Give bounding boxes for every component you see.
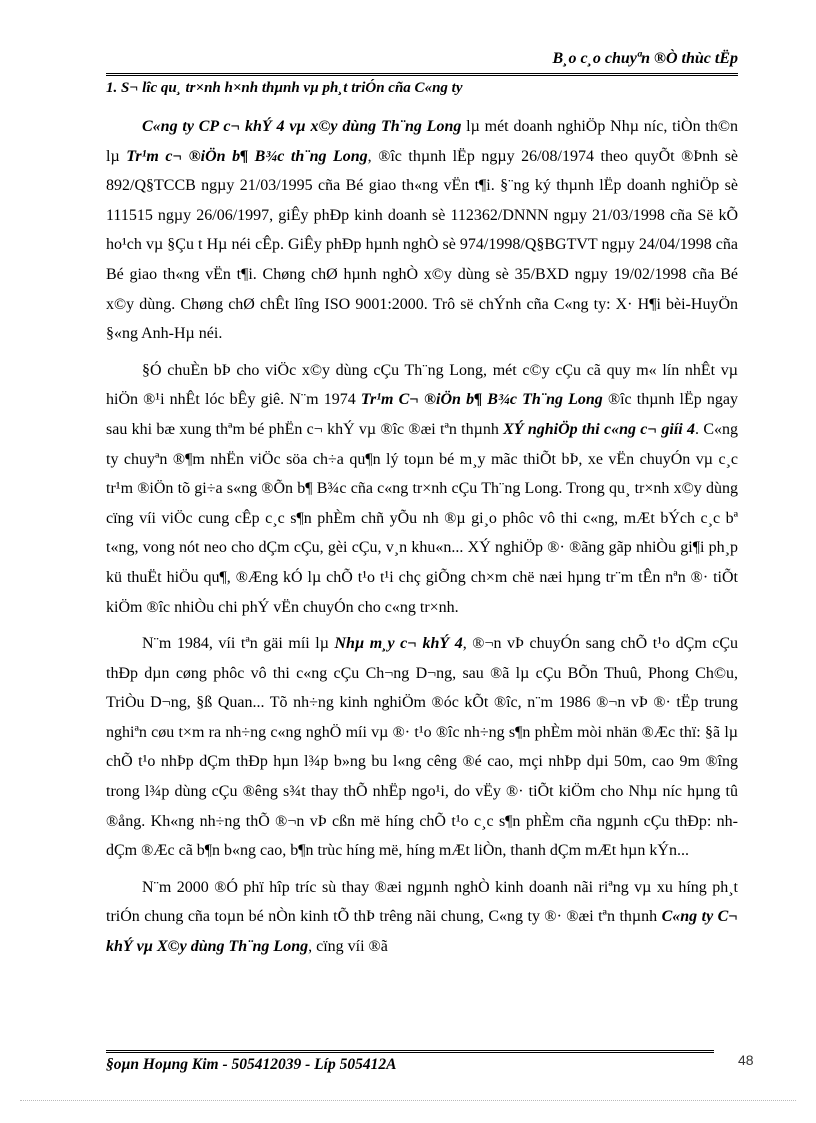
emphasized-name: C«ng ty CP c¬ khÝ 4 vµ x©y dùng Th¨ng Long bbox=[142, 118, 462, 135]
emphasized-name: Nhµ m¸y c¬ khÝ 4 bbox=[334, 635, 463, 653]
text-run: , ®îc thµnh lËp ngµy 26/08/1974 theo quyÕt ®Þnh sè 892/Q§TCCB ngµy 21/03/1995 cña Bé giao th«ng vËn t¶i. §¨ng ký thµnh lËp doanh nghiÖp sè 111515 ngµy 26/06/1997, giÊy phÐp kinh doanh sè 112362/DNNN ngµy 21/03/1998 cña Së kÕ ho¹ch vµ §Çu t Hµ néi cÊp. GiÊy phÐp hµnh nghÒ sè 974/1998/Q§BGTVT ngµy 24/04/1998 cña Bé giao th«ng vËn t¶i. Chøng chØ hµnh nghÒ x©y dùng sè 35/BXD ngµy 19/02/1998 cña Bé x©y dùng. Chøng chØ chÊt lîng ISO 9001:2000. Trô së chÝnh cña C«ng ty: X· H¶i bèi-HuyÖn §«ng Anh-Hµ néi. bbox=[106, 147, 739, 343]
page-edge-divider bbox=[20, 1100, 796, 1101]
text-run: , cïng víi ®ã bbox=[308, 938, 388, 956]
footer-author: §oµn Hoµng Kim - 505412039 - Líp 505412A bbox=[106, 1056, 397, 1073]
footer-rule bbox=[106, 1050, 714, 1053]
running-header: B¸o c¸o chuyªn ®Ò thùc tËp bbox=[552, 50, 738, 67]
paragraph bbox=[106, 629, 738, 866]
header-rule bbox=[106, 73, 738, 76]
emphasized-name: Tr¹m c¬ ®iÖn b¶ B¾c th¨ng Long bbox=[126, 147, 368, 165]
text-run: , ®¬n vÞ chuyÓn sang chÕ t¹o dÇm cÇu thÐp dµn cøng phôc vô thi c«ng cÇu Ch¬ng D¬ng, sau ®ã lµ cÇu BÕn Thuû, Phong Ch©u, TriÒu D¬ng, §ß Quan... Tõ nh÷ng kinh nghiÖm ®óc kÕt ®îc, n¨m 1986 ®¬n vÞ ®· tËp trung nghiªn cøu t×m ra nh÷ng c«ng nghÖ míi vµ ®· t¹o ®îc nh÷ng s¶n phÈm mòi nhän ®Æc thï: §ã lµ chÕ t¹o nhÞp dÇm thÐp hµn l¾p b»ng bu l«ng cêng ®é cao, mçi nhÞp dµi 50m, cao 9m ®îng trong l¾p dùng cÇu ®êng s¾t thay thÕ nhËp ngo¹i, do vËy ®· tiÕt kiÖm cho Nhµ níc hµng tû ®ång. Kh«ng nh÷ng thÕ ®¬n vÞ cßn më híng chÕ t¹o c¸c s¶n phÈm cña ngµnh cÇu thÐp: nh dÇm ®Æc cã b¶n b«ng cao, b¶n trùc híng më, híng mÆt liÒn, thanh dÇm mÆt hµn kÝn... bbox=[106, 635, 739, 860]
text-run: lµ mét doanh nghiÖp Nhµ níc, tiÒn th©n lµ bbox=[106, 118, 738, 165]
emphasized-name: C«ng ty C¬ khÝ vµ X©y dùng Th¨ng Long bbox=[106, 908, 739, 956]
emphasized-name: Tr¹m C¬ ®iÖn b¶ B¾c Th¨ng Long bbox=[360, 391, 603, 409]
paragraph bbox=[106, 873, 738, 962]
body-text bbox=[106, 112, 738, 969]
emphasized-name: XÝ nghiÖp thi c«ng c¬ giíi 4 bbox=[503, 420, 696, 438]
text-run: ®îc thµnh lËp ngay sau khi bæ xung thªm bé phËn c¬ khÝ vµ ®îc ®æi tªn thµnh bbox=[106, 391, 739, 438]
paragraph bbox=[106, 356, 738, 622]
text-run: . C«ng ty chuyªn ®¶m nhËn viÖc söa ch÷a qu¶n lý toµn bé m¸y mãc thiÕt bÞ, xe vËn chuyÓn vµ c¸c tr¹m ®iÖn tõ gi÷a s«ng ®Õn b¶ B¾c cña c«ng tr×nh cÇu Th¨ng Long. Trong qu¸ tr×nh x©y dùng cïng víi viÖc cung cÊp c¸c s¶n phÈm chñ yÕu nh ®µ gi¸o phôc vô thi c«ng, mÆt bÝch c¸c bª t«ng, vong nót neo cho dÇm cÇu, gèi cÇu, v¸n khu«n... XÝ nghiÖp ®· ®ãng gãp nhiÒu gi¶i ph¸p kü thuËt hiÖu qu¶, ®Æng kÓ lµ chÕ t¹o t¹i chç giÕng ch×m chë næi hµng tr¨m tÊn nªn ®· tiÕt kiÖm ®îc nhiÒu chi phÝ vËn chuyÓn cho c«ng tr×nh. bbox=[106, 420, 738, 616]
text-run: §Ó chuÈn bÞ cho viÖc x©y dùng cÇu Th¨ng Long, mét c©y cÇu cã quy m« lín nhÊt vµ hiÖn ®¹i nhÊt lóc bÊy giê. N¨m 1974 bbox=[106, 361, 738, 409]
paragraph bbox=[106, 112, 738, 349]
page-number: 48 bbox=[738, 1052, 754, 1068]
text-run: N¨m 1984, víi tªn gäi míi lµ bbox=[142, 635, 335, 653]
text-run: N¨m 2000 ®Ó phï hîp tríc sù thay ®æi ngµnh nghÒ kinh doanh nãi riªng vµ xu híng ph¸t triÓn chung cña toµn bé nÒn kinh tÕ thÞ trêng nãi chung, C«ng ty ®· ®æi tªn thµnh bbox=[106, 878, 738, 926]
section-heading: 1. S¬ lîc qu¸ tr×nh h×nh thµnh vµ ph¸t triÓn cña C«ng ty bbox=[106, 80, 463, 96]
